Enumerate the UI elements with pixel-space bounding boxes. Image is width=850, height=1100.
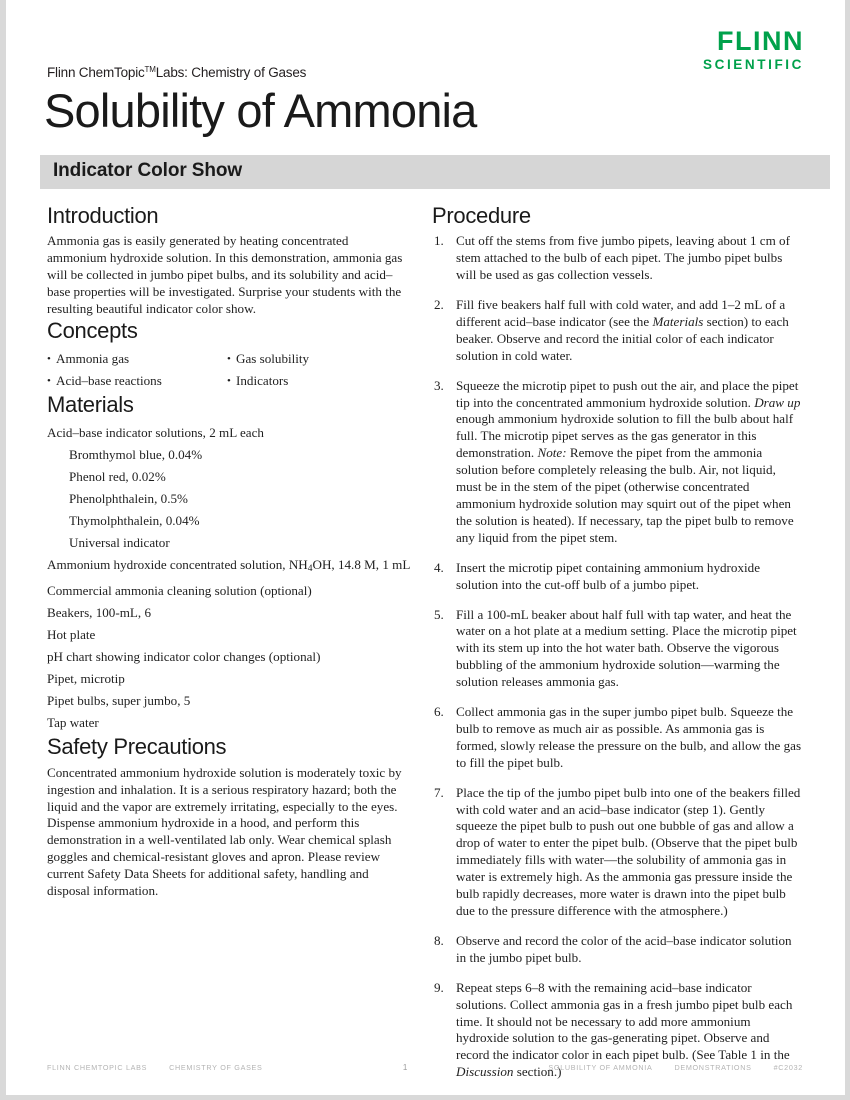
scan-edge-bottom bbox=[0, 1095, 850, 1100]
flinn-scientific-logo bbox=[703, 28, 804, 72]
procedure-step: Squeeze the microtip pipet to push out the air, and place the pipet tip into the concentrated ammonium hydroxide solution. Draw up enough ammonium hydroxide solution to fill the bulb about half full. The microtip pipet serves as the gas generator in this demonstration. Note: Remove the pipet from the ammonia solution before completely releasing the bulb. Air, not liquid, must be in the stem of the pipet (otherwise concentrated ammonium hydroxide solution may squirt out of the pipet when the solution is heated). If necessary, tap the pipet bulb to remove any liquid from the pipet stem. bbox=[456, 377, 801, 545]
procedure-step: Insert the microtip pipet containing ammonium hydroxide solution into the cut-off bulb of a jumbo pipet. bbox=[456, 559, 761, 592]
procedure-step: Place the tip of the jumbo pipet bulb into one of the beakers filled with cold water and an acid–base indicator (step 1). Gently squeeze the pipet bulb to push out one bubble of gas and allow a drop of water to enter the pipet bulb. (Observe that the pipet bulb immediately fills with water—the solubility of ammonia gas in water is extremely high. As the ammonia gas pressure inside the bulb rapidly decreases, more water is drawn into the pipet bulb due to the pressure difference with the atmosphere.) bbox=[456, 784, 801, 919]
materials-list bbox=[47, 422, 411, 734]
concept-item bbox=[47, 370, 227, 392]
concept-item bbox=[227, 370, 407, 392]
material-item: Bromthymol blue, 0.04% bbox=[69, 447, 203, 463]
concept-label: Acid–base reactions bbox=[56, 373, 162, 389]
procedure-heading: Procedure bbox=[432, 203, 531, 228]
logo-wordmark: FLINN bbox=[717, 26, 804, 56]
series-kicker bbox=[47, 65, 306, 80]
bullet-icon: • bbox=[227, 375, 231, 388]
trademark-mark: TM bbox=[144, 65, 156, 74]
concepts-heading: Concepts bbox=[47, 317, 138, 343]
safety-precautions-heading: Safety Precautions bbox=[47, 734, 227, 760]
concepts-column-1 bbox=[47, 348, 227, 392]
procedure-step: Cut off the stems from five jumbo pipets, leaving about 1 cm of stem attached to the bulb of each pipet. The jumbo pipet bulbs will be used as gas collection vessels. bbox=[456, 233, 790, 283]
introduction-heading: Introduction bbox=[47, 203, 159, 228]
concept-label: Indicators bbox=[236, 373, 289, 389]
safety-precautions-body: Concentrated ammonium hydroxide solution is moderately toxic by ingestion and inhalation. It is a serious respiratory hazard; both the liquid and the vapor are extremely irritating, especially to the eyes. Dispense ammonium hydroxide in a hood, and perform this demonstration in a well-ventilated lab only. Wear chemical splash goggles and chemical-resistant gloves and apron. Please review current Safety Data Sheets for additional safety, handling and disposal information. bbox=[47, 764, 402, 899]
left-column bbox=[47, 203, 411, 900]
material-item: Universal indicator bbox=[69, 535, 170, 551]
materials-heading: Materials bbox=[47, 392, 134, 418]
material-item: Pipet, microtip bbox=[47, 671, 125, 687]
formula-subscript: 4 bbox=[307, 564, 313, 575]
material-item: Commercial ammonia cleaning solution (optional) bbox=[47, 583, 312, 599]
bullet-icon: • bbox=[47, 353, 51, 366]
formula-suffix: OH, 14.8 M, 1 mL bbox=[312, 557, 411, 573]
kicker-after: Labs: Chemistry of Gases bbox=[155, 65, 307, 80]
procedure-step: Observe and record the color of the acid–base indicator solution in the jumbo pipet bulb. bbox=[456, 932, 792, 965]
kicker-before: Flinn ChemTopic bbox=[47, 65, 145, 80]
logo-tagline: SCIENTIFIC bbox=[702, 57, 804, 72]
footer-series: FLINN CHEMTOPIC LABS bbox=[47, 1063, 148, 1072]
footer-activity-title: SOLUBILITY OF AMMONIA bbox=[548, 1063, 653, 1072]
material-item: Tap water bbox=[47, 715, 99, 731]
concept-item bbox=[47, 348, 227, 370]
footer-left bbox=[47, 1063, 285, 1072]
footer-topic: CHEMISTRY OF GASES bbox=[169, 1063, 263, 1072]
footer-right bbox=[526, 1063, 803, 1072]
material-item: Phenolphthalein, 0.5% bbox=[69, 491, 188, 507]
formula-prefix: Ammonium hydroxide concentrated solution, NH bbox=[47, 557, 308, 573]
procedure-step: Fill a 100-mL beaker about half full with tap water, and heat the water on a hot plate at a medium setting. Place the microtip pipet with its stem up into the hot water bath. Observe the vigorous bubbling of the ammonium hydroxide solution—warming the solution releases ammonia gas. bbox=[456, 606, 797, 690]
page-title: Solubility of Ammonia bbox=[44, 84, 477, 137]
material-item: pH chart showing indicator color changes (optional) bbox=[47, 649, 321, 665]
introduction-body: Ammonia gas is easily generated by heating concentrated ammonium hydroxide solution. In this demonstration, ammonia gas will be collected in jumbo pipet bulbs, and its solubility and acid–base properties will be investigated. Surprise your students with the resulting beautiful indicator color show. bbox=[47, 233, 403, 316]
concept-label: Gas solubility bbox=[236, 351, 310, 367]
concept-label: Ammonia gas bbox=[56, 351, 130, 367]
procedure-step: Fill five beakers half full with cold water, and add 1–2 mL of a different acid–base indicator (see the Materials section) to each beaker. Observe and record the initial color of each indicator solution in cold water. bbox=[456, 297, 789, 363]
concept-item bbox=[227, 348, 407, 370]
bullet-icon: • bbox=[227, 353, 231, 366]
material-item: Beakers, 100-mL, 6 bbox=[47, 605, 151, 621]
scan-edge-left bbox=[0, 0, 6, 1100]
scan-edge-right bbox=[845, 0, 850, 1100]
material-item: Thymolphthalein, 0.04% bbox=[69, 513, 200, 529]
bullet-icon: • bbox=[47, 375, 51, 388]
page-footer bbox=[47, 1063, 803, 1072]
material-item: Phenol red, 0.02% bbox=[69, 469, 166, 485]
material-item: Hot plate bbox=[47, 627, 96, 643]
procedure-steps bbox=[432, 233, 804, 1081]
concepts-column-2 bbox=[227, 348, 407, 392]
right-column bbox=[432, 203, 804, 1094]
footer-catalog-number: #C2032 bbox=[773, 1063, 803, 1072]
procedure-step: Collect ammonia gas in the super jumbo pipet bulb. Squeeze the bulb to remove as much air as possible. As ammonia gas is formed, slowly release the pressure on the bulb, and allow the gas to fill the pipet bulb. bbox=[456, 704, 802, 770]
material-item-ammonium-hydroxide bbox=[47, 554, 411, 580]
footer-page-number: 1 bbox=[402, 1063, 409, 1072]
footer-category: DEMONSTRATIONS bbox=[674, 1063, 752, 1072]
subtitle-label: Indicator Color Show bbox=[53, 160, 243, 181]
material-item: Pipet bulbs, super jumbo, 5 bbox=[47, 693, 191, 709]
procedure-step: Repeat steps 6–8 with the remaining acid–base indicator solutions. Collect ammonia gas in a fresh jumbo pipet bulb each time. It should not be necessary to add more ammonium hydroxide solution to the gas-generating pipet. Observe and record the indicator color in each pipet bulb. (See Table 1 in the Discussion section.) bbox=[456, 979, 793, 1080]
material-item: Acid–base indicator solutions, 2 mL each bbox=[47, 425, 264, 441]
concepts-list bbox=[47, 348, 407, 392]
